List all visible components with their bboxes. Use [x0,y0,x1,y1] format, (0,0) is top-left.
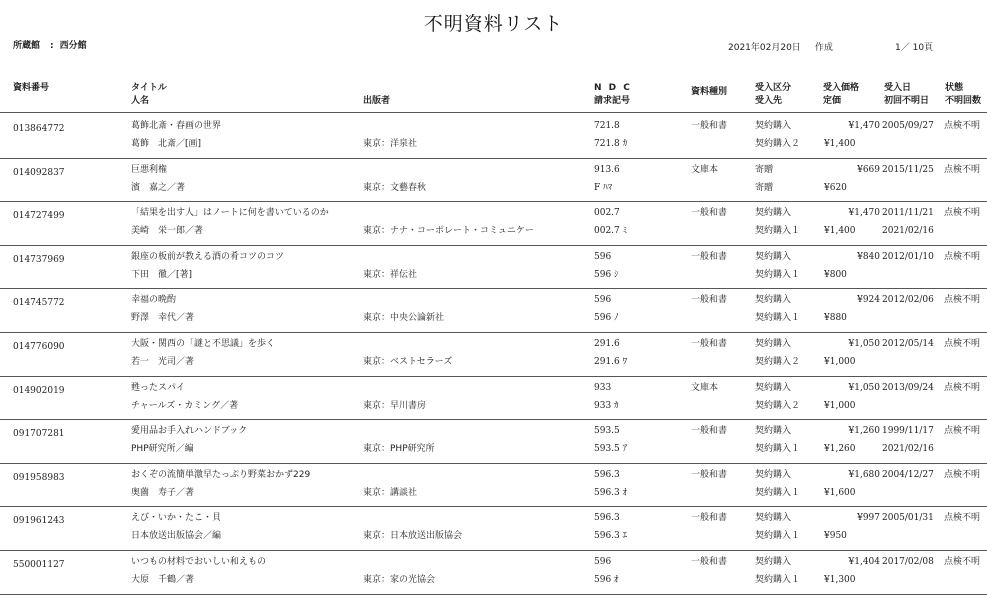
col-header-id: 資料番号 [13,83,50,93]
item-status: 点検不明 [944,251,981,262]
item-acq-date: 2013/09/24 [882,382,934,393]
item-author: 美崎 栄一郎／著 [131,226,204,237]
item-acq-source: 契約購入２ [755,139,801,149]
item-acq-type: 契約購入 [755,339,792,349]
item-call-number: 933 ｶ [594,400,619,411]
col-header-first-missing-date: 初回不明日 [884,96,930,106]
item-list-price: ¥620 [824,182,847,193]
item-acq-price: ¥1,050 [848,382,880,393]
item-call-number: 721.8 ｶ [594,139,628,149]
item-status: 点検不明 [944,557,981,567]
col-header-ndc: N D C [594,83,632,93]
item-acq-type: 契約購入 [755,382,792,393]
item-material-type: 一般和書 [691,513,728,524]
item-id: 091961243 [13,516,65,527]
item-author: 若一 光司／著 [131,357,195,367]
item-publisher: 東京：文藝春秋 [363,182,427,193]
item-status: 点検不明 [944,426,981,437]
item-title: 幸福の晩酌 [131,295,177,306]
item-acq-date: 2005/01/31 [882,513,934,524]
item-publisher: 東京：中央公論新社 [363,313,445,324]
item-status: 点検不明 [944,382,981,393]
item-list-price: ¥950 [824,531,847,542]
item-id: 014092837 [13,167,65,178]
item-acq-price: ¥840 [857,251,880,262]
item-call-number: 002.7 ﾐ [594,226,628,237]
item-id: 091958983 [13,472,65,483]
item-acq-type: 契約購入 [755,251,792,262]
item-acq-source: 契約購入２ [755,357,801,367]
item-author: 下田 徹／[著] [131,269,193,280]
col-header-author: 人名 [131,96,150,106]
item-status: 点検不明 [944,164,981,175]
item-acq-date: 2015/11/25 [882,164,934,175]
item-first-missing-date: 2021/02/16 [882,444,934,455]
item-author: チャールズ・カミング／著 [131,400,239,411]
item-title: 銀座の板前が教える酒の肴コツのコツ [131,251,285,262]
item-id: 091707281 [13,429,65,440]
library-separator: : [50,41,54,51]
item-material-type: 文庫本 [691,382,719,393]
item-call-number: 596 ｵ [594,575,619,585]
item-id: 014727499 [13,211,65,222]
item-acq-date: 2012/05/14 [882,339,934,349]
item-title: おくぞの流簡単激早たっぷり野菜おかず229 [131,469,311,480]
item-material-type: 一般和書 [691,339,728,349]
item-ndc: 596 [594,251,612,262]
col-header-publisher: 出版者 [363,96,391,106]
item-list-price: ¥880 [824,313,847,324]
table-row[interactable] [0,464,987,507]
item-acq-type: 寄贈 [755,164,774,175]
item-acq-type: 契約購入 [755,426,792,437]
item-material-type: 文庫本 [691,164,719,175]
created-info [728,40,833,53]
item-acq-type: 契約購入 [755,513,792,524]
col-header-list-price: 定価 [823,96,842,106]
item-list-price: ¥1,000 [824,400,856,411]
item-list-price: ¥1,300 [824,575,856,585]
table-row[interactable] [0,246,987,289]
item-list-price: ¥1,260 [824,444,856,455]
item-status: 点検不明 [944,295,981,306]
item-list-price: ¥1,600 [824,487,856,498]
library-value: 西分館 [59,41,87,51]
item-acq-price: ¥1,680 [848,469,880,480]
item-acq-price: ¥1,470 [848,121,880,131]
col-header-acq-date: 受入日 [884,83,912,93]
item-status: 点検不明 [944,208,981,219]
item-acq-date: 1999/11/17 [882,426,934,437]
item-ndc: 596 [594,295,612,306]
item-publisher: 東京：ベストセラーズ [363,357,453,367]
item-ndc: 596.3 [594,513,620,524]
item-author: 葛飾 北斎／[画] [131,139,202,149]
item-title: 葛飾北斎・春画の世界 [131,121,222,131]
item-acq-price: ¥1,050 [848,339,880,349]
item-call-number: 596.3 ｴ [594,531,628,542]
page-indicator: 1／ 10頁 [895,43,934,53]
item-ndc: 593.5 [594,426,620,437]
item-status: 点検不明 [944,121,981,131]
item-acq-date: 2011/11/21 [882,208,934,219]
item-list-price: ¥800 [824,269,847,280]
item-acq-source: 契約購入１ [755,313,801,324]
item-author: 野澤 幸代／著 [131,313,195,324]
item-material-type: 一般和書 [691,295,728,306]
document-title: 不明資料リスト [423,13,564,35]
table-row[interactable] [0,551,987,594]
item-publisher: 東京：PHP研究所 [363,444,435,455]
item-publisher: 東京：講談社 [363,487,418,498]
item-title: 巨悪利権 [131,164,168,175]
item-publisher: 東京：洋泉社 [363,139,418,149]
item-author: 大原 千鶴／著 [131,575,195,585]
item-publisher: 東京：日本放送出版協会 [363,531,463,542]
item-author: PHP研究所／編 [131,444,194,455]
item-id: 014902019 [13,385,65,396]
item-material-type: 一般和書 [691,121,728,131]
item-call-number: 291.6 ﾜ [594,357,628,367]
item-acq-price: ¥997 [857,513,880,524]
item-ndc: 291.6 [594,339,620,349]
table-row[interactable] [0,202,987,245]
item-acq-type: 契約購入 [755,469,792,480]
item-acq-source: 契約購入２ [755,400,801,411]
table-row[interactable] [0,159,987,202]
item-acq-price: ¥669 [857,164,880,175]
library-info [13,38,87,51]
item-acq-date: 2005/09/27 [882,121,934,131]
item-id: 014737969 [13,254,65,265]
item-status: 点検不明 [944,469,981,480]
item-acq-type: 契約購入 [755,121,792,131]
item-title: 大阪・関西の「謎と不思議」を歩く [131,339,276,349]
item-title: 「結果を出す人」はノートに何を書いているのか [131,208,329,219]
item-call-number: 596.3 ｵ [594,487,628,498]
item-author: 濱 嘉之／著 [131,182,186,193]
row-divider [0,594,987,595]
item-ndc: 933 [594,382,612,393]
item-call-number: 596 ｼ [594,269,619,280]
item-call-number: 593.5 ｱ [594,444,628,455]
item-acq-type: 契約購入 [755,295,792,306]
item-status: 点検不明 [944,339,981,349]
item-acq-date: 2017/02/08 [882,557,934,567]
col-header-acq-price: 受入価格 [823,83,860,93]
item-list-price: ¥1,000 [824,357,856,367]
item-list-price: ¥1,400 [824,139,856,149]
item-publisher: 東京：早川書房 [363,400,427,411]
item-acq-price: ¥924 [857,295,880,306]
item-acq-source: 契約購入１ [755,531,801,542]
item-acq-date: 2012/01/10 [882,251,934,262]
item-author: 日本放送出版協会／編 [131,531,222,542]
item-ndc: 002.7 [594,208,620,219]
item-acq-type: 契約購入 [755,208,792,219]
item-author: 奥薗 寿子／著 [131,487,195,498]
item-list-price: ¥1,400 [824,226,856,237]
item-material-type: 一般和書 [691,557,728,567]
item-material-type: 一般和書 [691,208,728,219]
item-call-number: F ﾊﾏ [594,182,613,193]
item-acq-price: ¥1,260 [848,426,880,437]
table-row[interactable] [0,420,987,463]
item-id: 013864772 [13,124,65,134]
item-title: 甦ったスパイ [131,382,186,393]
col-header-title: タイトル [131,83,167,93]
table-row[interactable] [0,377,987,420]
table-row[interactable] [0,115,987,158]
library-label: 所蔵館 [13,41,41,51]
item-acq-date: 2012/02/06 [882,295,934,306]
item-ndc: 596.3 [594,469,620,480]
item-call-number: 596 ﾉ [594,313,619,324]
item-acq-price: ¥1,470 [848,208,880,219]
item-publisher: 東京：ナナ・コーポレート・コミュニケー [363,226,534,237]
item-title: えび・いか・たこ・貝 [131,513,222,524]
item-title: いつもの材料でおいしい和えもの [131,557,267,567]
item-acq-source: 契約購入１ [755,487,801,498]
item-acq-date: 2004/12/27 [882,469,934,480]
col-header-status: 状態 [945,83,964,93]
col-header-missing-count: 不明回数 [945,96,982,106]
item-acq-type: 契約購入 [755,557,792,567]
item-ndc: 596 [594,557,612,567]
item-title: 愛用品お手入れハンドブック [131,426,248,437]
created-date: 2021年02月20日 [728,43,801,53]
created-label: 作成 [814,43,833,53]
item-publisher: 東京：家の光協会 [363,575,436,585]
item-acq-source: 契約購入１ [755,575,801,585]
item-acq-price: ¥1,404 [848,557,880,567]
item-status: 点検不明 [944,513,981,524]
item-first-missing-date: 2021/02/16 [882,226,934,237]
item-material-type: 一般和書 [691,469,728,480]
item-id: 014745772 [13,298,65,309]
col-header-acq-type: 受入区分 [755,83,792,93]
item-acq-source: 契約購入１ [755,226,801,237]
item-acq-source: 寄贈 [755,182,774,193]
item-id: 550001127 [13,560,65,570]
item-ndc: 721.8 [594,121,620,131]
col-header-call-number: 請求記号 [594,96,631,106]
item-material-type: 一般和書 [691,426,728,437]
item-publisher: 東京：祥伝社 [363,269,418,280]
col-header-acq-source: 受入先 [755,96,783,106]
table-row[interactable] [0,289,987,332]
item-id: 014776090 [13,342,65,352]
item-acq-source: 契約購入１ [755,269,801,280]
header-divider [0,112,987,113]
item-acq-source: 契約購入１ [755,444,801,455]
item-material-type: 一般和書 [691,251,728,262]
table-row[interactable] [0,333,987,376]
table-row[interactable] [0,507,987,550]
col-header-material-type: 資料種別 [691,87,728,97]
item-ndc: 913.6 [594,164,620,175]
